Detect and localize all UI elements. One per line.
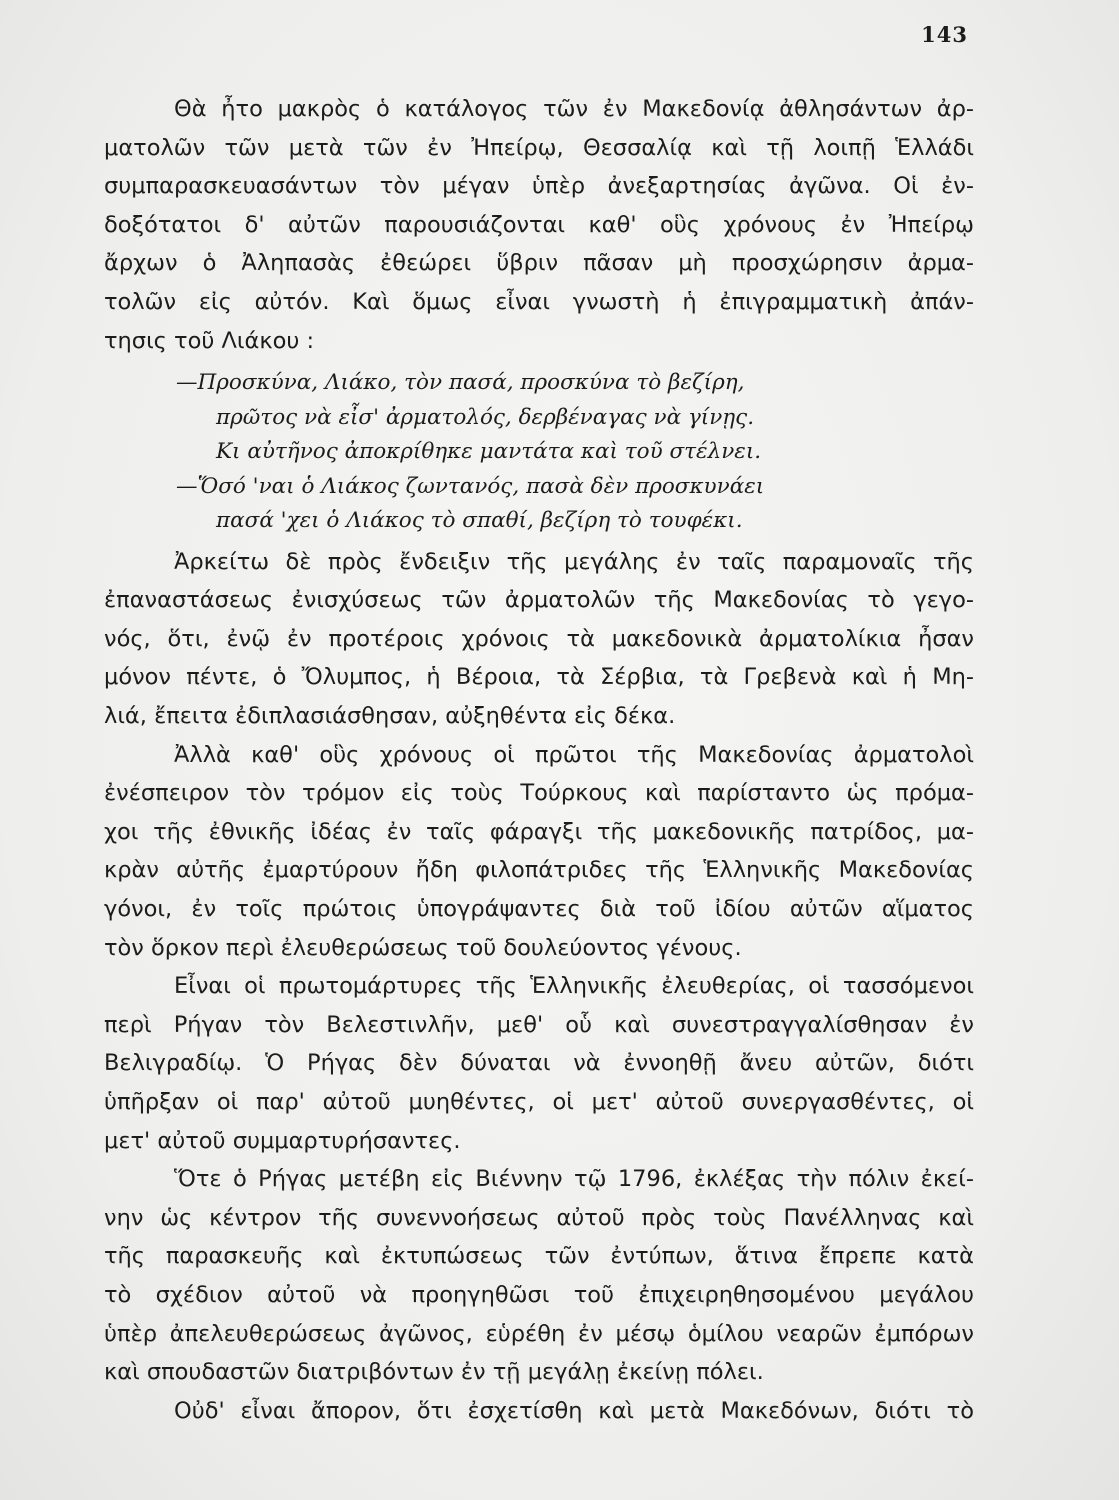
text-line: ὑπὲρ ἀπελευθερώσεως ἀγῶνος, εὑρέθη ἐν μέσῳ ὁμίλου νεαρῶν ἐμπόρων bbox=[104, 1320, 974, 1347]
text-line: Ἀρκείτω δὲ πρὸς ἔνδειξιν τῆς μεγάλης ἐν ταῖς παραμοναῖς τῆς bbox=[174, 548, 974, 575]
text-line: λιά, ἔπειτα ἐδιπλασιάσθησαν, αὐξηθέντα εἰς δέκα. bbox=[104, 703, 676, 730]
text-line: ὑπῆρξαν οἱ παρ' αὐτοῦ μυηθέντες, οἱ μετ' αὐτοῦ συνεργασθέντες, οἱ bbox=[104, 1088, 974, 1115]
text-line: νός, ὅτι, ἐνῷ ἐν προτέροις χρόνοις τὰ μακεδονικὰ ἀρματολίκια ἦσαν bbox=[104, 625, 974, 652]
paragraph bbox=[104, 967, 974, 1160]
text-line: Εἶναι οἱ πρωτομάρτυρες τῆς Ἑλληνικῆς ἐλευθερίας, οἱ τασσόμενοι bbox=[174, 973, 974, 1000]
paragraph bbox=[104, 90, 974, 360]
text-line: τὸν ὅρκον περὶ ἐλευθερώσεως τοῦ δουλεύοντος γένους. bbox=[104, 934, 742, 961]
body-text bbox=[104, 90, 974, 1430]
paragraph bbox=[104, 1160, 974, 1392]
text-line: ματολῶν τῶν μετὰ τῶν ἐν Ἠπείρῳ, Θεσσαλίᾳ καὶ τῇ λοιπῇ Ἑλλάδι bbox=[104, 134, 974, 161]
text-line: Βελιγραδίῳ. Ὁ Ρήγας δὲν δύναται νὰ ἐννοηθῇ ἄνευ αὐτῶν, διότι bbox=[104, 1050, 974, 1077]
text-line: ἐπαναστάσεως ἐνισχύσεως τῶν ἀρματολῶν τῆς Μακεδονίας τὸ γεγο- bbox=[104, 587, 974, 614]
text-line: Οὐδ' εἶναι ἄπορον, ὅτι ἐσχετίσθη καὶ μετὰ Μακεδόνων, διότι τὸ bbox=[174, 1397, 974, 1424]
text-line: τὸ σχέδιον αὐτοῦ νὰ προηγηθῶσι τοῦ ἐπιχειρηθησομένου μεγάλου bbox=[104, 1281, 974, 1308]
text-line: δοξότατοι δ' αὐτῶν παρουσιάζονται καθ' οὓς χρόνους ἐν Ἠπείρῳ bbox=[104, 211, 974, 238]
page-number: 143 bbox=[921, 22, 968, 47]
poem-line: πασά 'χει ὁ Λιάκος τὸ σπαθί, βεζίρη τὸ τουφέκι. bbox=[216, 508, 743, 534]
poem-line: —Προσκύνα, Λιάκο, τὸν πασά, προσκύνα τὸ βεζίρη, bbox=[176, 370, 745, 396]
paragraph bbox=[104, 736, 974, 968]
poem-line: —Ὅσό 'ναι ὁ Λιάκος ζωντανός, πασὰ δὲν προσκυνάει bbox=[176, 473, 765, 499]
paragraph bbox=[104, 543, 974, 736]
poem-line: πρῶτος νὰ εἶσ' ἀρματολός, δερβέναγας νὰ γίνῃς. bbox=[216, 404, 755, 430]
text-line: Ἀλλὰ καθ' οὓς χρόνους οἱ πρῶτοι τῆς Μακεδονίας ἀρματολοὶ bbox=[174, 741, 974, 768]
text-line: τησις τοῦ Λιάκου : bbox=[104, 327, 315, 354]
text-line: μετ' αὐτοῦ συμμαρτυρήσαντες. bbox=[104, 1127, 461, 1154]
text-line: νην ὡς κέντρον τῆς συνεννοήσεως αὐτοῦ πρὸς τοὺς Πανέλληνας καὶ bbox=[104, 1204, 974, 1231]
poem-line: Κι αὐτῆνος ἀποκρίθηκε μαντάτα καὶ τοῦ στέλνει. bbox=[216, 439, 762, 465]
text-line: τῆς παρασκευῆς καὶ ἐκτυπώσεως τῶν ἐντύπων, ἅτινα ἔπρεπε κατὰ bbox=[104, 1243, 974, 1270]
paragraph bbox=[104, 1392, 974, 1431]
text-line: κρὰν αὐτῆς ἐμαρτύρουν ἤδη φιλοπάτριδες τῆς Ἑλληνικῆς Μακεδονίας bbox=[104, 857, 974, 884]
text-line: Θὰ ἦτο μακρὸς ὁ κατάλογος τῶν ἐν Μακεδονίᾳ ἀθλησάντων ἀρ- bbox=[174, 96, 974, 122]
text-line: Ὅτε ὁ Ρήγας μετέβη εἰς Βιέννην τῷ 1796, ἐκλέξας τὴν πόλιν ἐκεί- bbox=[174, 1166, 974, 1193]
text-line: ἄρχων ὁ Ἀληπασὰς ἐθεώρει ὕβριν πᾶσαν μὴ προσχώρησιν ἀρμα- bbox=[104, 250, 974, 277]
poem-quote bbox=[104, 360, 974, 543]
text-line: καὶ σπουδαστῶν διατριβόντων ἐν τῇ μεγάλῃ ἐκείνῃ πόλει. bbox=[104, 1359, 764, 1386]
text-line: χοι τῆς ἐθνικῆς ἰδέας ἐν ταῖς φάραγξι τῆς μακεδονικῆς πατρίδος, μα- bbox=[104, 818, 974, 845]
text-line: γόνοι, ἐν τοῖς πρώτοις ὑπογράψαντες διὰ τοῦ ἰδίου αὐτῶν αἵματος bbox=[104, 896, 974, 922]
text-line: ἐνέσπειρον τὸν τρόμον εἰς τοὺς Τούρκους καὶ παρίσταντο ὡς πρόμα- bbox=[104, 780, 974, 807]
text-line: περὶ Ρήγαν τὸν Βελεστινλῆν, μεθ' οὗ καὶ συνεστραγγαλίσθησαν ἐν bbox=[104, 1011, 974, 1038]
text-line: τολῶν εἰς αὐτόν. Καὶ ὅμως εἶναι γνωστὴ ἡ ἐπιγραμματικὴ ἀπάν- bbox=[104, 288, 974, 315]
text-line: μόνον πέντε, ὁ Ὄλυμπος, ἡ Βέροια, τὰ Σέρβια, τὰ Γρεβενὰ καὶ ἡ Μη- bbox=[104, 664, 974, 691]
text-line: συμπαρασκευασάντων τὸν μέγαν ὑπὲρ ἀνεξαρτησίας ἀγῶνα. Οἱ ἐν- bbox=[104, 173, 974, 200]
